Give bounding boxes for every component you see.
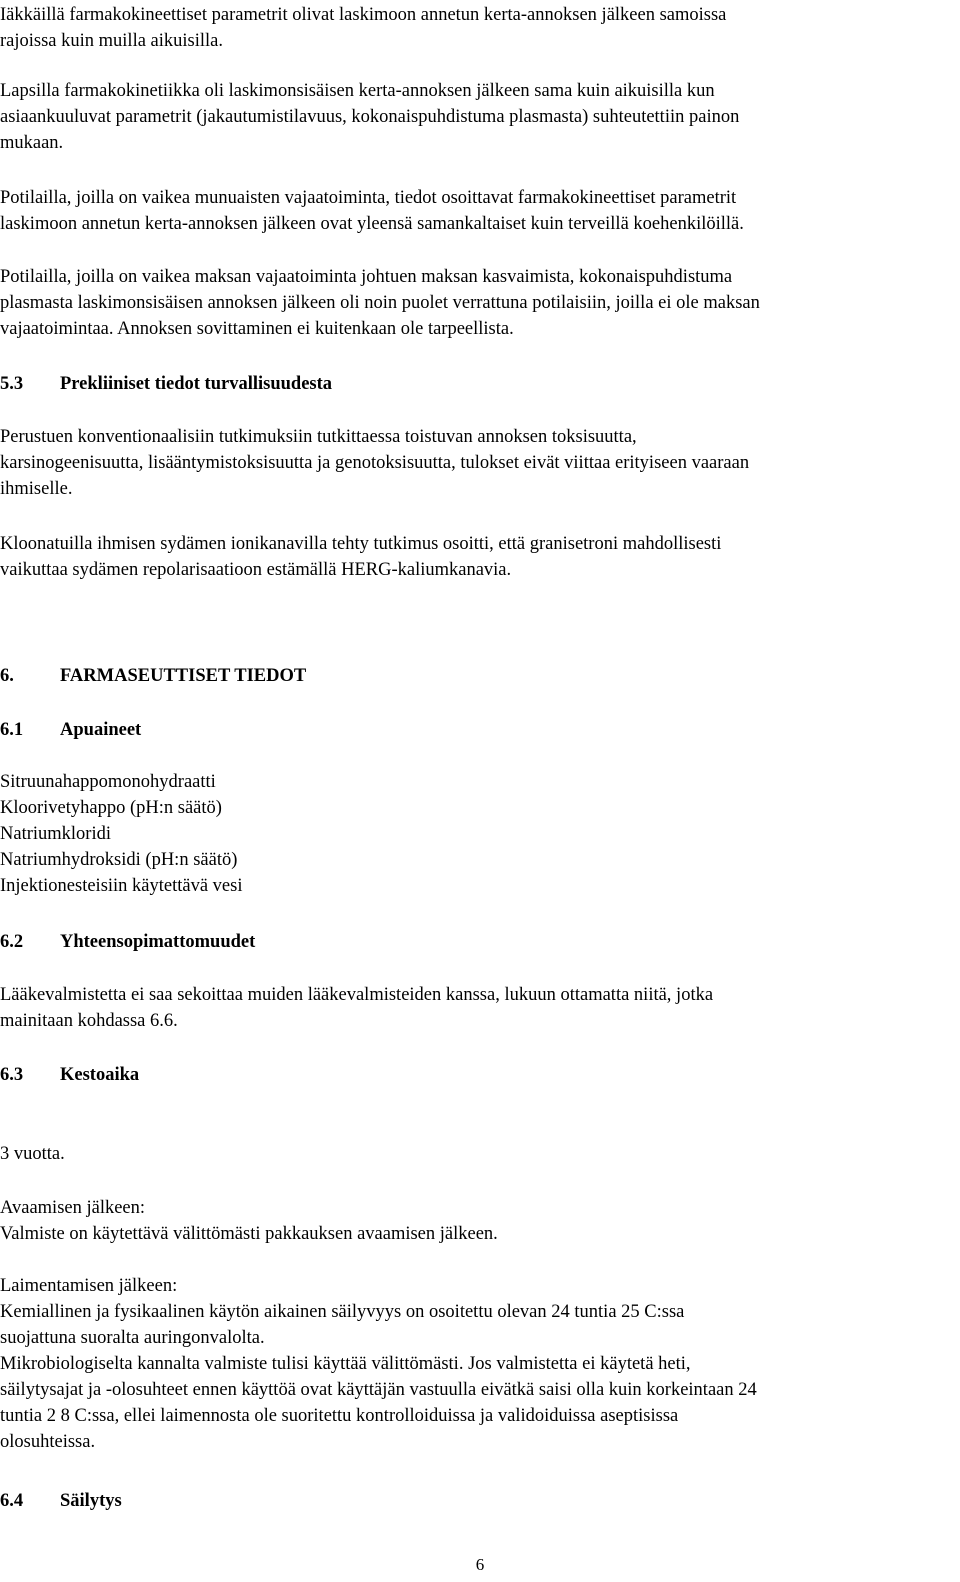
text-line: suojattuna suoralta auringonvalolta. xyxy=(0,1328,265,1348)
section-heading-6-1 xyxy=(0,717,141,744)
text-line: Potilailla, joilla on vaikea munuaisten vajaatoiminta, tiedot osoittavat farmakokineettiset parametrit xyxy=(0,188,737,208)
section-heading-6-2 xyxy=(0,929,255,956)
list-item: Injektionesteisiin käytettävä vesi xyxy=(0,876,243,896)
section-heading-6-4 xyxy=(0,1488,122,1515)
text-line: Kloonatuilla ihmisen sydämen ionikanavilla tehty tutkimus osoitti, että granisetroni mahdollisesti xyxy=(0,534,722,554)
section-heading-5-3 xyxy=(0,371,332,398)
section-number: 6.3 xyxy=(0,1065,24,1085)
text-line: ihmiselle. xyxy=(0,479,73,499)
text-line: vajaatoimintaa. Annoksen sovittaminen ei kuitenkaan ole tarpeellista. xyxy=(0,319,514,339)
list-item: Natriumkloridi xyxy=(0,824,111,844)
text-line: plasmasta laskimonsisäisen annoksen jälkeen oli noin puolet verrattuna potilaisiin, joilla ei ole maksan xyxy=(0,293,760,313)
section-title: Kestoaika xyxy=(60,1065,140,1085)
text-line: Valmiste on käytettävä välittömästi pakkauksen avaamisen jälkeen. xyxy=(0,1224,498,1244)
text-line: 3 vuotta. xyxy=(0,1144,65,1164)
list-item: Sitruunahappomonohydraatti xyxy=(0,772,216,792)
text-line: tuntia 2 8 C:ssa, ellei laimennosta ole suoritettu kontrolloiduissa ja validoiduissa aseptisissa xyxy=(0,1406,679,1426)
text-line: Avaamisen jälkeen: xyxy=(0,1198,146,1218)
section-heading-6 xyxy=(0,663,306,690)
section-title: Apuaineet xyxy=(60,720,142,740)
section-number: 5.3 xyxy=(0,374,24,394)
section-title: Prekliiniset tiedot turvallisuudesta xyxy=(60,374,333,394)
section-number: 6.2 xyxy=(0,932,24,952)
page-number: 6 xyxy=(475,1555,485,1574)
text-line: asiaankuuluvat parametrit (jakautumistilavuus, kokonaispuhdistuma plasmasta) suhteutettiin painon xyxy=(0,107,740,127)
text-line: säilytysajat ja -olosuhteet ennen käyttöä ovat käyttäjän vastuulla eivätkä saisi olla kuin korkeintaan 24 xyxy=(0,1380,757,1400)
text-line: Potilailla, joilla on vaikea maksan vajaatoiminta johtuen maksan kasvaimista, kokonaispuhdistuma xyxy=(0,267,733,287)
section-title: Yhteensopimattomuudet xyxy=(60,932,256,952)
text-line: Mikrobiologiselta kannalta valmiste tulisi käyttää välittömästi. Jos valmistetta ei käytetä heti, xyxy=(0,1354,691,1374)
text-line: Lääkevalmistetta ei saa sekoittaa muiden lääkevalmisteiden kanssa, lukuun ottamatta niitä, jotka xyxy=(0,985,714,1005)
section-number: 6.4 xyxy=(0,1491,24,1511)
section-title: FARMASEUTTISET TIEDOT xyxy=(60,666,307,686)
text-line: rajoissa kuin muilla aikuisilla. xyxy=(0,31,223,51)
text-line: karsinogeenisuutta, lisääntymistoksisuutta ja genotoksisuutta, tulokset eivät viittaa erityiseen vaaraan xyxy=(0,453,750,473)
text-line: Iäkkäillä farmakokineettiset parametrit olivat laskimoon annetun kerta-annoksen jälkeen samoissa xyxy=(0,5,727,25)
text-line: laskimoon annetun kerta-annoksen jälkeen ovat yleensä samankaltaiset kuin terveillä koehenkilöillä. xyxy=(0,214,744,234)
section-number: 6.1 xyxy=(0,720,24,740)
section-number: 6. xyxy=(0,666,14,686)
text-line: Laimentamisen jälkeen: xyxy=(0,1276,178,1296)
section-heading-6-3 xyxy=(0,1062,139,1089)
text-line: mukaan. xyxy=(0,133,64,153)
text-line: vaikuttaa sydämen repolarisaatioon estämällä HERG-kaliumkanavia. xyxy=(0,560,512,580)
text-line: Perustuen konventionaalisiin tutkimuksiin tutkittaessa toistuvan annoksen toksisuutta, xyxy=(0,427,637,447)
text-line: mainitaan kohdassa 6.6. xyxy=(0,1011,178,1031)
text-line: Lapsilla farmakokinetiikka oli laskimonsisäisen kerta-annoksen jälkeen sama kuin aikuisilla kun xyxy=(0,81,715,101)
text-line: olosuhteissa. xyxy=(0,1432,96,1452)
list-item: Natriumhydroksidi (pH:n säätö) xyxy=(0,850,238,870)
text-line: Kemiallinen ja fysikaalinen käytön aikainen säilyvyys on osoitettu olevan 24 tuntia 25 C:ssa xyxy=(0,1302,685,1322)
section-title: Säilytys xyxy=(60,1491,122,1511)
list-item: Kloorivetyhappo (pH:n säätö) xyxy=(0,798,222,818)
